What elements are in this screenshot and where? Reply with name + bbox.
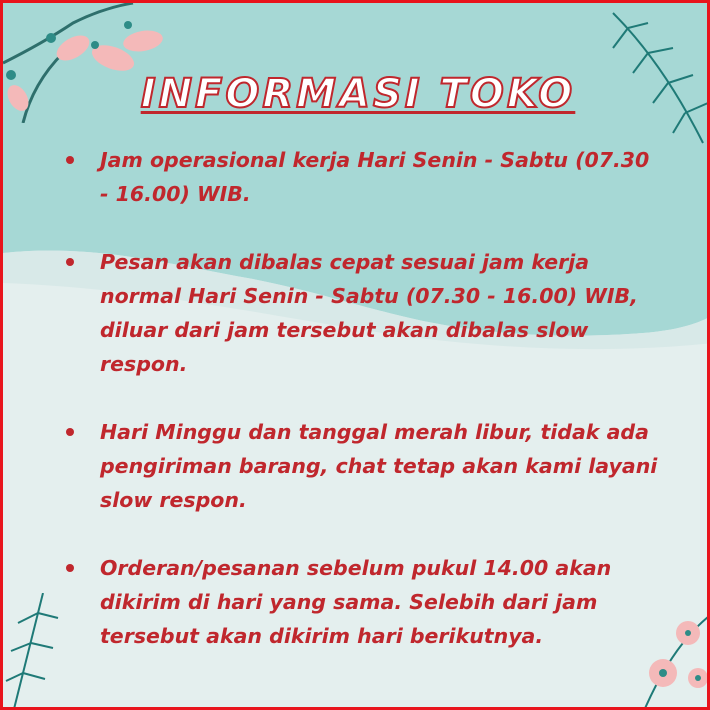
- fern-leaf-icon: [3, 593, 63, 710]
- page-title: INFORMASI TOKO: [140, 71, 576, 117]
- info-list: [63, 143, 663, 653]
- list-item: Jam operasional kerja Hari Senin - Sabtu (07.30 - 16.00) WIB.: [63, 143, 663, 211]
- list-item: Hari Minggu dan tanggal merah libur, tidak ada pengiriman barang, chat tetap akan kami layani slow respon.: [63, 415, 663, 517]
- list-item: Orderan/pesanan sebelum pukul 14.00 akan dikirim di hari yang sama. Selebih dari jam tersebut akan dikirim hari berikutnya.: [63, 551, 663, 653]
- list-item: Pesan akan dibalas cepat sesuai jam kerja normal Hari Senin - Sabtu (07.30 - 16.00) WIB, diluar dari jam tersebut akan dibalas slow respon.: [63, 245, 663, 381]
